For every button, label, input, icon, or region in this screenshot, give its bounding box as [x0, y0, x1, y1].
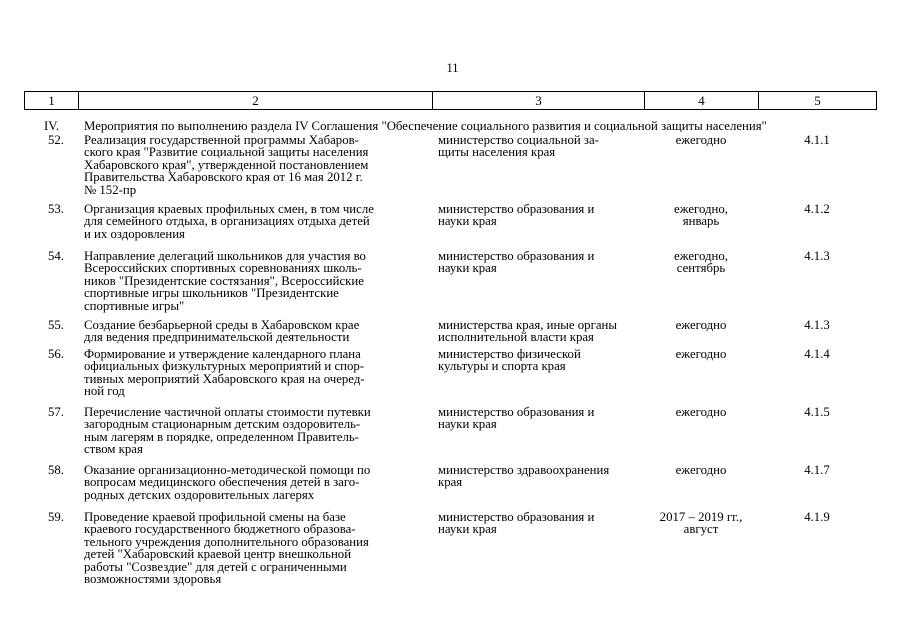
agreement-clause-ref: 4.1.3 [804, 318, 830, 332]
page-number: 11 [446, 61, 459, 75]
responsible-executor-line: науки края [438, 261, 497, 276]
section-title: Мероприятия по выполнению раздела IV Соглашения "Обеспечение социального развития и социальной защиты населения" [84, 119, 767, 133]
responsible-executor-line: министерство образования и [438, 249, 595, 263]
event-description-line: официальных физкультурных мероприятий и спор- [84, 359, 365, 374]
execution-term [644, 511, 758, 591]
row-number: 52. [48, 133, 64, 147]
responsible-executor-line: культуры и спорта края [438, 359, 566, 374]
agreement-clause-ref: 4.1.3 [804, 249, 830, 263]
responsible-executor [432, 203, 644, 250]
execution-term-line: август [683, 522, 719, 537]
table-row [24, 348, 876, 406]
row-number: 57. [48, 405, 64, 419]
agreement-clause-ref: 4.1.4 [804, 347, 830, 361]
execution-term-line: ежегодно, [674, 249, 728, 263]
column-header-cell: 1 [25, 92, 79, 110]
responsible-executor-line: министерство образования и [438, 510, 595, 524]
event-description-line: работы "Созвездие" для детей с ограниченными [84, 559, 347, 574]
row-number: 54. [48, 249, 64, 263]
event-description [78, 250, 432, 319]
agreement-clause-ref: 4.1.2 [804, 202, 830, 216]
responsible-executor [432, 511, 644, 591]
execution-term [644, 250, 758, 319]
table-row [24, 250, 876, 319]
responsible-executor-line: министерство образования и [438, 405, 595, 419]
agreement-clause-ref: 4.1.1 [804, 133, 830, 147]
event-description-line: краевого государственного бюджетного образова- [84, 522, 356, 537]
event-description-line: и их оздоровления [84, 226, 185, 241]
event-description-line: ников "Президентские состязания", Всероссийские [84, 273, 364, 288]
execution-term [644, 319, 758, 348]
event-description-line: загородным стационарным детским оздоровитель- [84, 417, 361, 432]
event-description-line: Создание безбарьерной среды в Хабаровском крае [84, 318, 360, 332]
execution-term-line: 2017 – 2019 гг., [659, 510, 743, 524]
table-row [24, 319, 876, 348]
execution-term-line: ежегодно [675, 463, 727, 477]
event-description-line: Оказание организационно-методической помощи по [84, 463, 371, 477]
responsible-executor [432, 134, 644, 203]
responsible-executor-line: министерство социальной за- [438, 133, 599, 147]
execution-term-line: ежегодно [675, 318, 727, 332]
event-description-line: спортивные игры" [84, 298, 185, 313]
column-header-cell: 5 [759, 92, 877, 110]
row-number: 55. [48, 318, 64, 332]
row-number: 58. [48, 463, 64, 477]
event-description-line: Проведение краевой профильной смены на базе [84, 510, 346, 524]
column-header-cell: 3 [433, 92, 645, 110]
event-description-line: Направление делегаций школьников для участия во [84, 249, 366, 263]
event-description-line: детей "Хабаровский краевой центр внешкольной [84, 547, 352, 562]
execution-term-line: ежегодно [675, 347, 727, 361]
execution-term-line: ежегодно [675, 405, 727, 419]
event-description-line: тивных мероприятий Хабаровского края на очеред- [84, 371, 365, 386]
responsible-executor-line: щиты населения края [438, 145, 556, 160]
event-description-line: Правительства Хабаровского края от 16 мая 2012 г. [84, 170, 363, 185]
responsible-executor-line: науки края [438, 522, 497, 537]
event-description-line: для ведения предпринимательской деятельности [84, 330, 350, 345]
event-description [78, 511, 432, 591]
event-description [78, 348, 432, 406]
execution-term-line: сентябрь [676, 261, 726, 276]
event-description-line: тельного учреждения дополнительного образования [84, 534, 369, 549]
event-description-line: родных детских оздоровительных лагерях [84, 487, 315, 502]
execution-term [644, 348, 758, 406]
column-header-cell: 2 [79, 92, 433, 110]
event-description-line: спортивные игры школьников "Президентские [84, 286, 339, 301]
event-description-line: ством края [84, 442, 143, 457]
event-description [78, 203, 432, 250]
event-description-line: для семейного отдыха, в организациях отдыха детей [84, 214, 370, 229]
table-row [24, 134, 876, 203]
responsible-executor-line: министерства края, иные органы [438, 318, 617, 332]
responsible-executor-line: исполнительной власти края [438, 330, 594, 345]
event-description-line: Всероссийских спортивных соревнованиях школь- [84, 261, 362, 276]
event-description-line: возможностями здоровья [84, 572, 222, 587]
execution-term-line: ежегодно [675, 133, 727, 147]
event-description-line: ского края "Развитие социальной защиты населения [84, 145, 369, 160]
event-description-line: Перечисление частичной оплаты стоимости путевки [84, 405, 371, 419]
event-description-line: Формирование и утверждение календарного плана [84, 347, 361, 361]
event-description-line: Организация краевых профильных смен, в том числе [84, 202, 374, 216]
row-number: 56. [48, 347, 64, 361]
column-header-row [25, 92, 877, 110]
execution-term [644, 203, 758, 250]
column-header-cell: 4 [645, 92, 759, 110]
event-description-line: ной год [84, 384, 125, 399]
agreement-clause-ref: 4.1.9 [804, 510, 830, 524]
responsible-executor [432, 406, 644, 464]
table-row [24, 511, 876, 591]
event-description-line: № 152-пр [84, 182, 137, 197]
section-heading-row [24, 120, 876, 134]
table-row [24, 406, 876, 464]
measures-rows [24, 134, 876, 591]
execution-term [644, 134, 758, 203]
event-description [78, 406, 432, 464]
responsible-executor [432, 464, 644, 511]
execution-term-line: январь [682, 214, 720, 229]
responsible-executor-line: министерство здравоохранения [438, 463, 610, 477]
agreement-clause-ref: 4.1.5 [804, 405, 830, 419]
agreement-clause-ref: 4.1.7 [804, 463, 830, 477]
event-description-line: ным лагерям в порядке, определенном Правитель- [84, 429, 359, 444]
event-description-line: Реализация государственной программы Хабаров- [84, 133, 359, 147]
table-row [24, 203, 876, 250]
event-description [78, 319, 432, 348]
responsible-executor-line: министерство физической [438, 347, 581, 361]
event-description [78, 464, 432, 511]
event-description [78, 134, 432, 203]
event-description-line: Хабаровского края", утвержденной постановлением [84, 157, 369, 172]
event-description-line: вопросам медицинского обеспечения детей в заго- [84, 475, 360, 490]
responsible-executor [432, 319, 644, 348]
responsible-executor-line: края [438, 475, 463, 490]
responsible-executor-line: науки края [438, 214, 497, 229]
responsible-executor-line: науки края [438, 417, 497, 432]
row-number: 59. [48, 510, 64, 524]
table-row [24, 464, 876, 511]
column-header-table [24, 91, 877, 110]
row-number: 53. [48, 202, 64, 216]
execution-term-line: ежегодно, [674, 202, 728, 216]
responsible-executor [432, 348, 644, 406]
measures-list [24, 120, 876, 591]
responsible-executor-line: министерство образования и [438, 202, 595, 216]
responsible-executor [432, 250, 644, 319]
execution-term [644, 406, 758, 464]
execution-term [644, 464, 758, 511]
section-number: IV. [44, 119, 60, 133]
